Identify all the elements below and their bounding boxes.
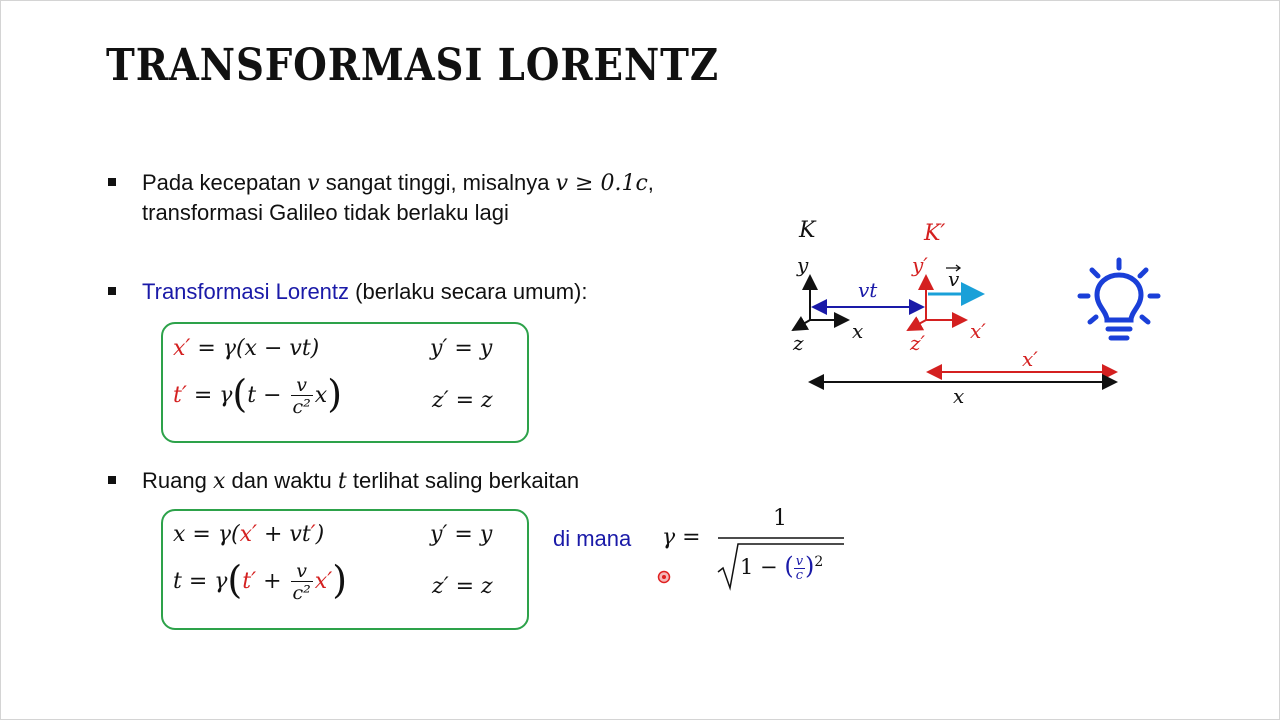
eq2-plus: + [256, 569, 289, 594]
slide-title: TRANSFORMASI LORENTZ [106, 40, 719, 91]
eq2-close: ) [315, 522, 325, 547]
eq2-fraction [291, 561, 313, 604]
bullet3-t: t [337, 469, 347, 494]
bullet3-b: dan waktu [225, 468, 338, 493]
cursor-dot [657, 570, 671, 584]
label-z: z [793, 331, 804, 355]
kp-z-axis [908, 320, 926, 330]
dimana-label: di mana [553, 526, 632, 551]
label-K: K [799, 218, 816, 243]
eq2-row1 [173, 522, 324, 547]
eq2-xprime: x′ [239, 522, 257, 547]
eq1-row2 [173, 374, 342, 418]
bullet-marker [108, 178, 116, 186]
bullet3-x: x [212, 469, 226, 494]
k-z-axis [793, 320, 810, 330]
eq2-paren-close: ) [332, 558, 348, 602]
label-xprime: x′ [970, 319, 986, 343]
bullet1-line2: transformasi Galileo tidak berlaku lagi [142, 200, 509, 225]
eq2-zprime: z′ = z [432, 574, 493, 599]
gamma-lhs: γ = [662, 525, 701, 550]
eq2-x-gamma: x = γ( [173, 522, 240, 547]
eq2-prime: ′ [310, 522, 316, 547]
label-vvec: v [948, 267, 960, 291]
bullet2-rest: (berlaku secara umum): [349, 279, 588, 304]
gamma-den-fraction [794, 555, 805, 583]
bullet-marker [108, 476, 116, 484]
bullet1-var-v: v [307, 171, 320, 196]
eq2-tprime: t′ [242, 569, 257, 594]
eq1-gamma: = γ [186, 383, 233, 408]
eq1-tprime: t′ [173, 383, 187, 408]
bullet-marker [108, 287, 116, 295]
eq1-paren-close: ) [327, 372, 343, 416]
eq2-row2 [173, 560, 347, 604]
eq1-frac-num: v [296, 373, 308, 396]
eq1-fraction [291, 375, 313, 418]
eq2-yprime: y′ = y [430, 522, 493, 547]
gamma-den-c: c [795, 567, 803, 583]
gamma-den-exp: 2 [814, 554, 824, 570]
gamma-den-v: v [795, 553, 804, 569]
eq1-x: x [314, 383, 328, 408]
label-vt: vt [858, 278, 878, 302]
eq2-t-gamma: t = γ [173, 569, 228, 594]
bullet3-text [142, 466, 579, 497]
bullet1-text-b: sangat tinggi, misalnya [319, 170, 556, 195]
eq2-frac-num: v [296, 559, 308, 582]
eq1-zprime: z′ = z [432, 388, 493, 413]
label-dist-xprime: x′ [1022, 347, 1038, 371]
bullet2-highlight: Transformasi Lorentz [142, 279, 350, 304]
eq1-row1 [173, 336, 319, 361]
label-x: x [852, 319, 864, 343]
eq1-paren-open: ( [232, 372, 248, 416]
bullet1-text-a: Pada kecepatan [142, 170, 308, 195]
label-dist-x: x [953, 384, 965, 408]
gamma-denominator [740, 552, 823, 583]
eq2-frac-den: c² [292, 581, 311, 604]
gamma-numerator: 1 [773, 506, 787, 531]
eq1-frac-den: c² [292, 395, 311, 418]
bullet3-a: Ruang [142, 468, 213, 493]
label-yprime: y′ [912, 253, 928, 277]
gamma-den-paren-close: ) [805, 552, 815, 580]
eq2-plus-vt: + vt [256, 522, 311, 547]
label-y: y [797, 253, 809, 277]
eq1-yprime: y′ = y [430, 336, 493, 361]
gamma-den-one-minus: 1 − [740, 555, 785, 579]
gamma-den-paren-open: ( [784, 552, 794, 580]
eq2-xprime2: x′ [314, 569, 333, 594]
lightbulb-icon [1076, 256, 1162, 346]
bullet2-text [142, 277, 587, 307]
bullet1-inequality: v ≥ 0.1c [555, 171, 648, 196]
eq1-t-minus: t − [247, 383, 289, 408]
label-Kprime: K′ [924, 221, 946, 246]
label-zprime: z′ [910, 331, 926, 355]
eq1-row1-rhs: = γ(x − vt) [190, 336, 320, 361]
eq2-paren-open: ( [227, 558, 243, 602]
eq1-xprime: x′ [173, 336, 191, 361]
bullet1-line1 [142, 168, 654, 199]
bullet3-c: terlihat saling berkaitan [346, 468, 580, 493]
bullet1-text-c: , [647, 170, 654, 195]
